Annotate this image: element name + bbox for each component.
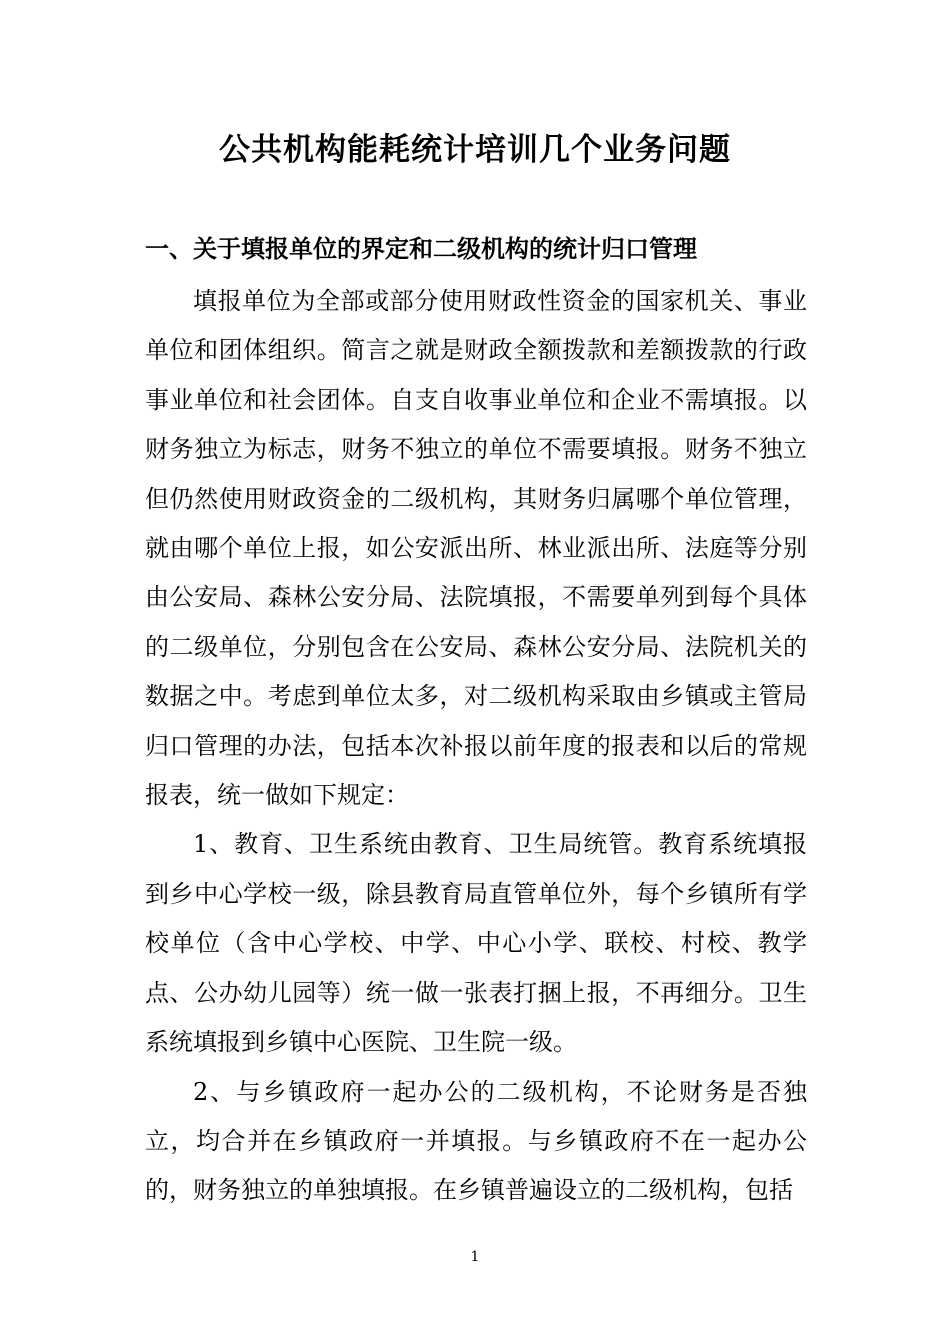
section-heading: 一、关于填报单位的界定和二级机构的统计归口管理 — [145, 234, 697, 263]
paragraph-3: 2、与乡镇政府一起办公的二级机构，不论财务是否独立，均合并在乡镇政府一并填报。与乡镇政府不在一起办公的，财务独立的单独填报。在乡镇普遍设立的二级机构，包括 — [145, 1077, 807, 1205]
paragraph-2: 1、教育、卫生系统由教育、卫生局统管。教育系统填报到乡中心学校一级，除县教育局直管单位外，每个乡镇所有学校单位（含中心学校、中学、中心小学、联校、村校、教学点、公办幼儿园等）统一做一张表打捆上报，不再细分。卫生系统填报到乡镇中心医院、卫生院一级。 — [145, 830, 807, 1057]
page-number: 1 — [470, 1249, 480, 1265]
paragraph-1: 填报单位为全部或部分使用财政性资金的国家机关、事业单位和团体组织。简言之就是财政全额拨款和差额拨款的行政事业单位和社会团体。自支自收事业单位和企业不需填报。以财务独立为标志，财务不独立的单位不需要填报。财务不独立但仍然使用财政资金的二级机构，其财务归属哪个单位管理，就由哪个单位上报，如公安派出所、林业派出所、法庭等分别由公安局、森林公安分局、法院填报，不需要单列到每个具体的二级单位，分别包含在公安局、森林公安分局、法院机关的数据之中。考虑到单位太多，对二级机构采取由乡镇或主管局归口管理的办法，包括本次补报以前年度的报表和以后的常规报表，统一做如下规定： — [145, 287, 807, 810]
document-title: 公共机构能耗统计培训几个业务问题 — [219, 132, 731, 168]
document-body — [145, 277, 807, 1216]
